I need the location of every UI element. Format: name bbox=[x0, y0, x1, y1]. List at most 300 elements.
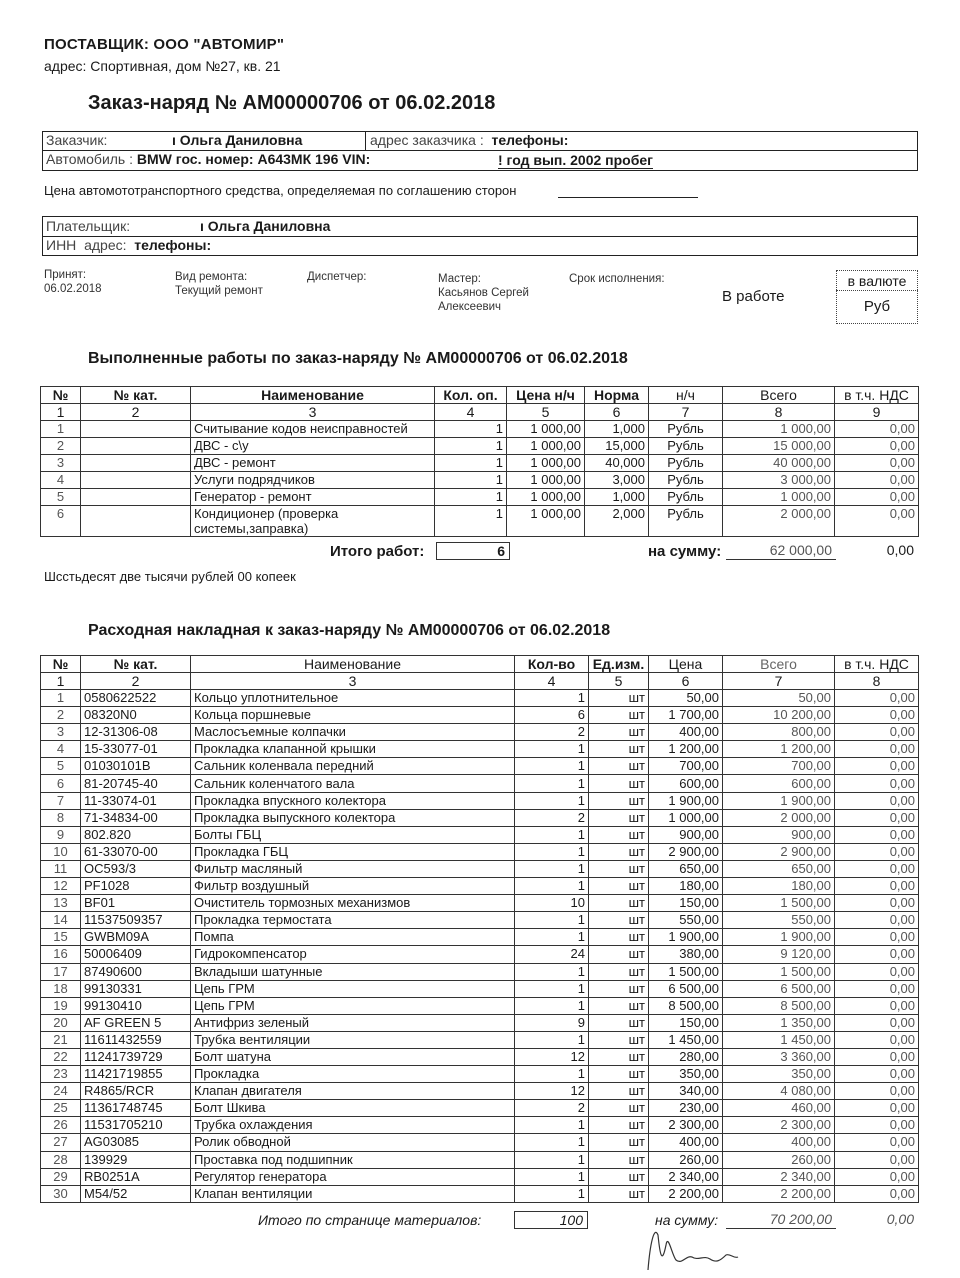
unit-price: 150,00 bbox=[649, 1014, 723, 1031]
op-count: 1 bbox=[435, 421, 507, 438]
accepted-label: Принят: bbox=[44, 269, 87, 281]
row-total: 650,00 bbox=[723, 860, 835, 877]
row-vat: 0,00 bbox=[835, 997, 919, 1014]
material-name: Фильтр воздушный bbox=[191, 878, 515, 895]
unit: Рубль bbox=[649, 421, 723, 438]
master-label: Мастер: bbox=[438, 273, 481, 285]
unit: шт bbox=[589, 895, 649, 912]
norm-hours: 1,000 bbox=[585, 421, 649, 438]
material-name: Клапан вентиляции bbox=[191, 1185, 515, 1202]
material-row bbox=[41, 946, 919, 963]
catalog-number: 71-34834-00 bbox=[81, 809, 191, 826]
col-number: 1 bbox=[41, 673, 81, 690]
works-table bbox=[40, 386, 919, 537]
materials-total-label: Итого по странице материалов: bbox=[258, 1212, 482, 1228]
row-total: 40 000,00 bbox=[723, 455, 835, 472]
material-row bbox=[41, 929, 919, 946]
price-blank-line bbox=[558, 197, 698, 198]
col-number: 2 bbox=[81, 404, 191, 421]
unit: шт bbox=[589, 1185, 649, 1202]
quantity: 2 bbox=[515, 724, 589, 741]
catalog-number bbox=[81, 489, 191, 506]
unit: Рубль bbox=[649, 506, 723, 537]
row-total: 460,00 bbox=[723, 1100, 835, 1117]
unit-price: 600,00 bbox=[649, 775, 723, 792]
car-make: BMW bbox=[136, 151, 172, 167]
material-name: Маслосъемные колпачки bbox=[191, 724, 515, 741]
work-name: Генератор - ремонт bbox=[191, 489, 435, 506]
catalog-number: 50006409 bbox=[81, 946, 191, 963]
works-row bbox=[41, 506, 919, 537]
repair-type: Текущий ремонт bbox=[175, 285, 263, 297]
unit-price: 50,00 bbox=[649, 690, 723, 707]
row-vat: 0,00 bbox=[835, 472, 919, 489]
row-number: 12 bbox=[41, 878, 81, 895]
material-row bbox=[41, 980, 919, 997]
catalog-number: 11611432559 bbox=[81, 1031, 191, 1048]
row-total: 9 120,00 bbox=[723, 946, 835, 963]
material-name: Сальник коленвала передний bbox=[191, 758, 515, 775]
quantity: 2 bbox=[515, 1100, 589, 1117]
material-row bbox=[41, 724, 919, 741]
catalog-number bbox=[81, 438, 191, 455]
norm-hours: 3,000 bbox=[585, 472, 649, 489]
row-vat: 0,00 bbox=[835, 1134, 919, 1151]
works-total-label: Итого работ: bbox=[330, 543, 425, 560]
col-num: № bbox=[41, 387, 81, 404]
document-title: Заказ-наряд № АМ00000706 от 06.02.2018 bbox=[88, 92, 496, 114]
row-vat: 0,00 bbox=[835, 895, 919, 912]
col-total: Всего bbox=[723, 656, 835, 673]
material-name: Прокладка выпускного колектора bbox=[191, 809, 515, 826]
material-name: Регулятор генератора bbox=[191, 1168, 515, 1185]
col-price: Цена н/ч bbox=[507, 387, 585, 404]
material-row bbox=[41, 690, 919, 707]
col-number: 4 bbox=[435, 404, 507, 421]
material-name: Болт Шкива bbox=[191, 1100, 515, 1117]
row-total: 1 900,00 bbox=[723, 929, 835, 946]
quantity: 1 bbox=[515, 1134, 589, 1151]
signature-icon bbox=[640, 1215, 750, 1275]
col-number: 3 bbox=[191, 404, 435, 421]
unit-price: 2 300,00 bbox=[649, 1117, 723, 1134]
col-number: 5 bbox=[507, 404, 585, 421]
catalog-number: 11241739729 bbox=[81, 1048, 191, 1065]
row-vat: 0,00 bbox=[835, 1031, 919, 1048]
catalog-number: RB0251A bbox=[81, 1168, 191, 1185]
unit-price: 180,00 bbox=[649, 878, 723, 895]
col-name: Наименование bbox=[191, 656, 515, 673]
unit-price: 6 500,00 bbox=[649, 980, 723, 997]
works-row bbox=[41, 455, 919, 472]
unit-price: 550,00 bbox=[649, 912, 723, 929]
material-row bbox=[41, 741, 919, 758]
works-row bbox=[41, 421, 919, 438]
car-label: Автомобиль : bbox=[46, 151, 134, 167]
unit: шт bbox=[589, 946, 649, 963]
row-number: 17 bbox=[41, 963, 81, 980]
row-vat: 0,00 bbox=[835, 1168, 919, 1185]
material-name: Антифриз зеленый bbox=[191, 1014, 515, 1031]
col-number: 8 bbox=[835, 673, 919, 690]
row-number: 5 bbox=[41, 758, 81, 775]
row-number: 11 bbox=[41, 860, 81, 877]
col-cat: № кат. bbox=[81, 656, 191, 673]
row-total: 2 300,00 bbox=[723, 1117, 835, 1134]
catalog-number: 61-33070-00 bbox=[81, 843, 191, 860]
unit-price: 900,00 bbox=[649, 826, 723, 843]
unit: шт bbox=[589, 1031, 649, 1048]
row-total: 260,00 bbox=[723, 1151, 835, 1168]
row-total: 2 200,00 bbox=[723, 1185, 835, 1202]
material-row bbox=[41, 1100, 919, 1117]
col-number: 6 bbox=[585, 404, 649, 421]
row-total: 8 500,00 bbox=[723, 997, 835, 1014]
unit: шт bbox=[589, 775, 649, 792]
row-total: 1 450,00 bbox=[723, 1031, 835, 1048]
row-total: 6 500,00 bbox=[723, 980, 835, 997]
catalog-number: 0580622522 bbox=[81, 690, 191, 707]
quantity: 1 bbox=[515, 912, 589, 929]
quantity: 1 bbox=[515, 1168, 589, 1185]
work-name bbox=[191, 506, 435, 537]
catalog-number bbox=[81, 472, 191, 489]
material-name: Кольцо уплотнительное bbox=[191, 690, 515, 707]
material-name: Помпа bbox=[191, 929, 515, 946]
material-row bbox=[41, 826, 919, 843]
row-vat: 0,00 bbox=[835, 1014, 919, 1031]
unit: шт bbox=[589, 1117, 649, 1134]
row-vat: 0,00 bbox=[835, 1151, 919, 1168]
row-total: 1 500,00 bbox=[723, 895, 835, 912]
payer-name: ı Ольга Даниловна bbox=[200, 218, 331, 234]
material-name: Ролик обводной bbox=[191, 1134, 515, 1151]
unit: шт bbox=[589, 1083, 649, 1100]
catalog-number bbox=[81, 421, 191, 438]
unit: шт bbox=[589, 912, 649, 929]
col-number: 4 bbox=[515, 673, 589, 690]
row-number: 30 bbox=[41, 1185, 81, 1202]
plate-label: гос. номер: bbox=[175, 151, 254, 167]
op-count: 1 bbox=[435, 472, 507, 489]
catalog-number: R4865/RCR bbox=[81, 1083, 191, 1100]
row-vat: 0,00 bbox=[835, 1185, 919, 1202]
customer-label: Заказчик: bbox=[46, 132, 108, 148]
row-number: 2 bbox=[41, 438, 81, 455]
works-row bbox=[41, 489, 919, 506]
material-row bbox=[41, 758, 919, 775]
row-total: 2 000,00 bbox=[723, 809, 835, 826]
row-total: 10 200,00 bbox=[723, 707, 835, 724]
customer-name: ı Ольга Даниловна bbox=[172, 132, 303, 148]
unit: шт bbox=[589, 929, 649, 946]
works-sum-vat: 0,00 bbox=[886, 542, 914, 558]
quantity: 12 bbox=[515, 1083, 589, 1100]
material-row bbox=[41, 963, 919, 980]
unit-price: 280,00 bbox=[649, 1048, 723, 1065]
material-row bbox=[41, 1134, 919, 1151]
quantity: 1 bbox=[515, 792, 589, 809]
row-number: 20 bbox=[41, 1014, 81, 1031]
row-number: 16 bbox=[41, 946, 81, 963]
material-name: Очиститель тормозных механизмов bbox=[191, 895, 515, 912]
catalog-number: 12-31306-08 bbox=[81, 724, 191, 741]
row-total: 1 200,00 bbox=[723, 741, 835, 758]
unit-price: 1 900,00 bbox=[649, 929, 723, 946]
quantity: 1 bbox=[515, 758, 589, 775]
row-total: 50,00 bbox=[723, 690, 835, 707]
hour-price: 1 000,00 bbox=[507, 472, 585, 489]
materials-table bbox=[40, 655, 919, 1203]
unit-price: 340,00 bbox=[649, 1083, 723, 1100]
row-number: 4 bbox=[41, 472, 81, 489]
currency-value: Руб bbox=[863, 298, 891, 315]
unit: шт bbox=[589, 963, 649, 980]
row-vat: 0,00 bbox=[835, 489, 919, 506]
row-vat: 0,00 bbox=[835, 980, 919, 997]
hour-price: 1 000,00 bbox=[507, 421, 585, 438]
catalog-number: 11421719855 bbox=[81, 1066, 191, 1083]
row-vat: 0,00 bbox=[835, 455, 919, 472]
row-total: 15 000,00 bbox=[723, 438, 835, 455]
material-row bbox=[41, 1048, 919, 1065]
row-total: 600,00 bbox=[723, 775, 835, 792]
material-name: Фильтр масляный bbox=[191, 860, 515, 877]
unit: шт bbox=[589, 1100, 649, 1117]
row-vat: 0,00 bbox=[835, 912, 919, 929]
quantity: 1 bbox=[515, 826, 589, 843]
materials-total-qty: 100 bbox=[514, 1211, 588, 1229]
unit-price: 1 200,00 bbox=[649, 741, 723, 758]
row-number: 28 bbox=[41, 1151, 81, 1168]
unit-price: 1 900,00 bbox=[649, 792, 723, 809]
row-total: 3 000,00 bbox=[723, 472, 835, 489]
unit-price: 1 700,00 bbox=[649, 707, 723, 724]
catalog-number: 01030101B bbox=[81, 758, 191, 775]
catalog-number: M54/52 bbox=[81, 1185, 191, 1202]
row-vat: 0,00 bbox=[835, 1100, 919, 1117]
quantity: 1 bbox=[515, 1185, 589, 1202]
unit-price: 400,00 bbox=[649, 1134, 723, 1151]
material-row bbox=[41, 1151, 919, 1168]
catalog-number bbox=[81, 455, 191, 472]
customer-address-label: адрес заказчика : bbox=[370, 132, 484, 148]
material-name: Прокладка клапанной крышки bbox=[191, 741, 515, 758]
col-vat: в т.ч. НДС bbox=[835, 387, 919, 404]
dispatcher-label: Диспетчер: bbox=[307, 271, 367, 283]
unit: шт bbox=[589, 724, 649, 741]
catalog-number: 87490600 bbox=[81, 963, 191, 980]
material-row bbox=[41, 843, 919, 860]
material-row bbox=[41, 860, 919, 877]
norm-hours: 1,000 bbox=[585, 489, 649, 506]
row-total: 350,00 bbox=[723, 1066, 835, 1083]
works-title: Выполненные работы по заказ-наряду № АМ00000706 от 06.02.2018 bbox=[88, 350, 628, 367]
materials-header-row bbox=[41, 656, 919, 673]
inn-label: ИНН bbox=[46, 237, 77, 253]
material-row bbox=[41, 1066, 919, 1083]
op-count: 1 bbox=[435, 455, 507, 472]
row-number: 18 bbox=[41, 980, 81, 997]
unit-price: 150,00 bbox=[649, 895, 723, 912]
catalog-number: BF01 bbox=[81, 895, 191, 912]
supplier-address: адрес: Спортивная, дом №27, кв. 21 bbox=[44, 58, 281, 74]
norm-hours: 2,000 bbox=[585, 506, 649, 537]
unit: шт bbox=[589, 843, 649, 860]
catalog-number: AF GREEN 5 bbox=[81, 1014, 191, 1031]
row-number: 4 bbox=[41, 741, 81, 758]
unit: шт bbox=[589, 878, 649, 895]
col-name: Наименование bbox=[191, 387, 435, 404]
catalog-number: 99130410 bbox=[81, 997, 191, 1014]
material-name: Цепь ГРМ bbox=[191, 997, 515, 1014]
hour-price: 1 000,00 bbox=[507, 438, 585, 455]
material-name: Болт шатуна bbox=[191, 1048, 515, 1065]
row-total: 2 900,00 bbox=[723, 843, 835, 860]
unit-price: 1 450,00 bbox=[649, 1031, 723, 1048]
car-year-mileage: ! год вып. 2002 пробег bbox=[498, 152, 653, 168]
row-total: 800,00 bbox=[723, 724, 835, 741]
op-count: 1 bbox=[435, 489, 507, 506]
row-number: 5 bbox=[41, 489, 81, 506]
status-text: В работе bbox=[722, 288, 785, 305]
row-number: 25 bbox=[41, 1100, 81, 1117]
row-vat: 0,00 bbox=[835, 1083, 919, 1100]
customer-phones-label: телефоны: bbox=[491, 132, 569, 148]
material-name: Проставка под подшипник bbox=[191, 1151, 515, 1168]
repair-type-label: Вид ремонта: bbox=[175, 271, 248, 283]
row-number: 3 bbox=[41, 724, 81, 741]
col-norm: Норма bbox=[585, 387, 649, 404]
col-unit: Ед.изм. bbox=[589, 656, 649, 673]
materials-col-numbers bbox=[41, 673, 919, 690]
material-row bbox=[41, 775, 919, 792]
norm-hours: 15,000 bbox=[585, 438, 649, 455]
row-number: 8 bbox=[41, 809, 81, 826]
material-name: Прокладка bbox=[191, 1066, 515, 1083]
material-name: Вкладыши шатунные bbox=[191, 963, 515, 980]
row-vat: 0,00 bbox=[835, 741, 919, 758]
accepted-date: 06.02.2018 bbox=[44, 283, 102, 295]
unit-price: 8 500,00 bbox=[649, 997, 723, 1014]
row-vat: 0,00 bbox=[835, 792, 919, 809]
unit: Рубль bbox=[649, 472, 723, 489]
row-number: 23 bbox=[41, 1066, 81, 1083]
material-name: Сальник коленчатого вала bbox=[191, 775, 515, 792]
unit: шт bbox=[589, 1066, 649, 1083]
supplier-name: ПОСТАВЩИК: ООО "АВТОМИР" bbox=[44, 36, 285, 53]
unit: шт bbox=[589, 1134, 649, 1151]
catalog-number: 08320N0 bbox=[81, 707, 191, 724]
op-count: 1 bbox=[435, 438, 507, 455]
quantity: 1 bbox=[515, 963, 589, 980]
row-vat: 0,00 bbox=[835, 963, 919, 980]
material-row bbox=[41, 1031, 919, 1048]
col-number: 7 bbox=[723, 673, 835, 690]
row-number: 2 bbox=[41, 707, 81, 724]
catalog-number: 11531705210 bbox=[81, 1117, 191, 1134]
works-sum-in-words: Шсстьдесят две тысячи рублей 00 копеек bbox=[44, 569, 296, 584]
material-row bbox=[41, 1083, 919, 1100]
quantity: 10 bbox=[515, 895, 589, 912]
material-row bbox=[41, 792, 919, 809]
quantity: 1 bbox=[515, 690, 589, 707]
row-number: 22 bbox=[41, 1048, 81, 1065]
catalog-number bbox=[81, 506, 191, 537]
quantity: 1 bbox=[515, 878, 589, 895]
material-row bbox=[41, 1117, 919, 1134]
quantity: 1 bbox=[515, 775, 589, 792]
material-row bbox=[41, 997, 919, 1014]
row-vat: 0,00 bbox=[835, 724, 919, 741]
row-vat: 0,00 bbox=[835, 438, 919, 455]
payer-address-label: адрес: bbox=[84, 237, 127, 253]
catalog-number: GWBM09A bbox=[81, 929, 191, 946]
col-number: 8 bbox=[723, 404, 835, 421]
currency-label: в валюте bbox=[847, 273, 907, 289]
row-number: 1 bbox=[41, 421, 81, 438]
row-number: 10 bbox=[41, 843, 81, 860]
row-number: 3 bbox=[41, 455, 81, 472]
vin-label: VIN: bbox=[342, 151, 371, 167]
col-unit: н/ч bbox=[649, 387, 723, 404]
norm-hours: 40,000 bbox=[585, 455, 649, 472]
unit-price: 380,00 bbox=[649, 946, 723, 963]
quantity: 1 bbox=[515, 1066, 589, 1083]
works-total-qty: 6 bbox=[436, 542, 510, 560]
works-header-row bbox=[41, 387, 919, 404]
master-name-1: Касьянов Сергей bbox=[438, 287, 529, 299]
row-vat: 0,00 bbox=[835, 690, 919, 707]
catalog-number: 139929 bbox=[81, 1151, 191, 1168]
material-row bbox=[41, 1168, 919, 1185]
quantity: 12 bbox=[515, 1048, 589, 1065]
col-number: 3 bbox=[191, 673, 515, 690]
col-total: Всего bbox=[723, 387, 835, 404]
row-total: 4 080,00 bbox=[723, 1083, 835, 1100]
row-vat: 0,00 bbox=[835, 1066, 919, 1083]
quantity: 1 bbox=[515, 1117, 589, 1134]
unit-price: 2 200,00 bbox=[649, 1185, 723, 1202]
unit-price: 2 340,00 bbox=[649, 1168, 723, 1185]
row-number: 6 bbox=[41, 775, 81, 792]
work-name: ДВС - с\у bbox=[191, 438, 435, 455]
row-vat: 0,00 bbox=[835, 707, 919, 724]
row-total: 1 000,00 bbox=[723, 489, 835, 506]
unit: шт bbox=[589, 997, 649, 1014]
catalog-number: AG03085 bbox=[81, 1134, 191, 1151]
material-row bbox=[41, 895, 919, 912]
op-count: 1 bbox=[435, 506, 507, 537]
catalog-number: 99130331 bbox=[81, 980, 191, 997]
quantity: 9 bbox=[515, 1014, 589, 1031]
catalog-number: 11361748745 bbox=[81, 1100, 191, 1117]
payer-label: Плательщик: bbox=[46, 218, 131, 234]
work-name-line: системы,заправка) bbox=[194, 521, 309, 536]
row-total: 1 350,00 bbox=[723, 1014, 835, 1031]
materials-sum-vat: 0,00 bbox=[886, 1211, 914, 1227]
material-name: Трубка охлаждения bbox=[191, 1117, 515, 1134]
unit-price: 650,00 bbox=[649, 860, 723, 877]
payer-phones-label: телефоны: bbox=[134, 237, 212, 253]
quantity: 6 bbox=[515, 707, 589, 724]
row-total: 2 340,00 bbox=[723, 1168, 835, 1185]
row-vat: 0,00 bbox=[835, 758, 919, 775]
row-number: 13 bbox=[41, 895, 81, 912]
row-number: 1 bbox=[41, 690, 81, 707]
row-total: 1 900,00 bbox=[723, 792, 835, 809]
works-row bbox=[41, 438, 919, 455]
